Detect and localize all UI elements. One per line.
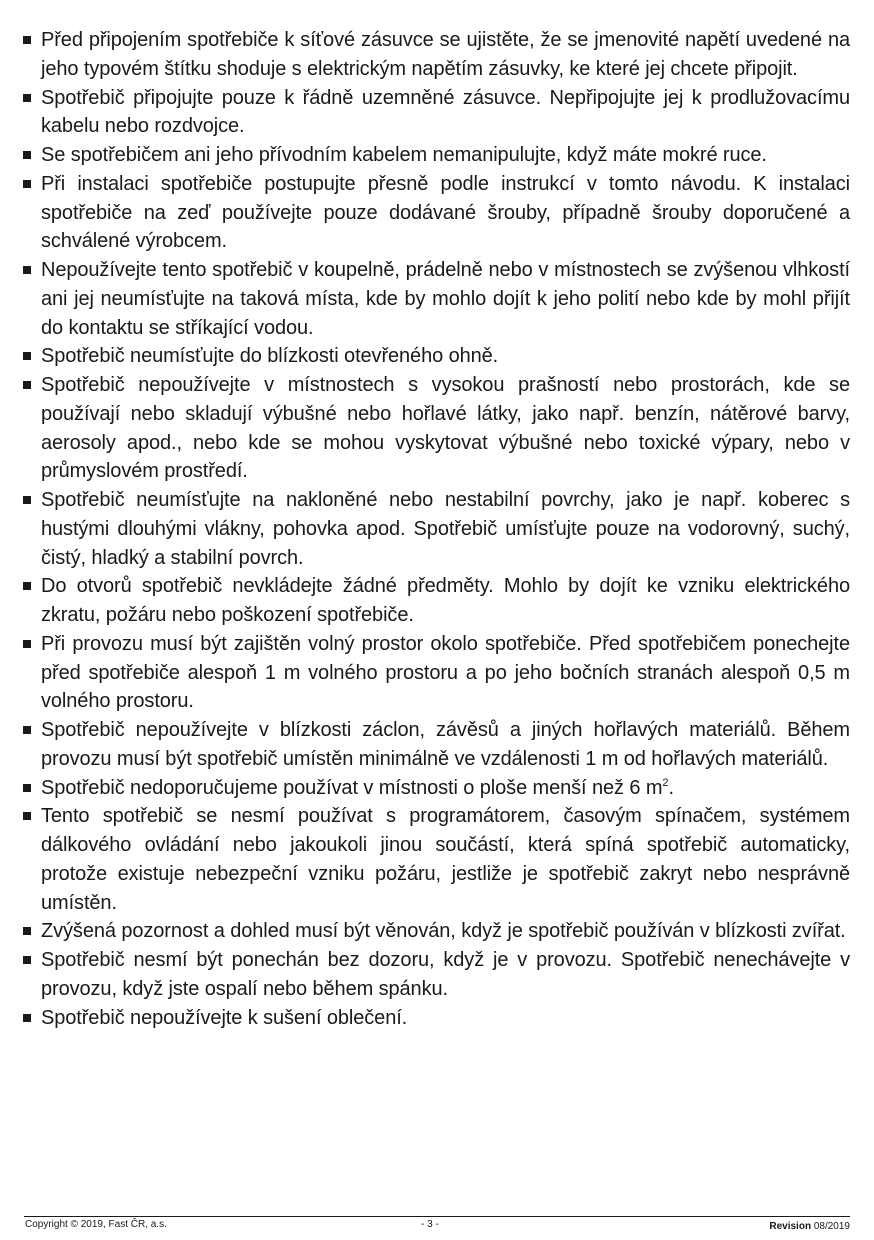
list-item-text: Spotřebič nesmí být ponechán bez dozoru, když je v provozu. Spotřebič nenechávejte v provozu, když jste ospalí nebo během spánku. xyxy=(41,949,850,1000)
list-item xyxy=(20,170,850,256)
list-item xyxy=(20,342,850,371)
list-item-text: Při instalaci spotřebiče postupujte přesně podle instrukcí v tomto návodu. K instalaci spotřebiče na zeď používejte pouze dodávané šrouby, případně šrouby doporučené a schválené výrobcem. xyxy=(41,172,850,253)
list-item-text xyxy=(41,777,674,799)
page-footer xyxy=(24,1219,850,1237)
square-bullet-icon xyxy=(23,180,31,188)
safety-instructions-list xyxy=(20,26,850,1032)
page-number: - 3 - xyxy=(421,1219,439,1230)
list-item-text: Do otvorů spotřebič nevkládejte žádné předměty. Mohlo by dojít ke vzniku elektrického zkratu, požáru nebo poškození spotřebiče. xyxy=(41,575,850,626)
square-bullet-icon xyxy=(23,151,31,159)
list-item xyxy=(20,774,850,803)
list-item xyxy=(20,716,850,774)
square-bullet-icon xyxy=(23,266,31,274)
list-item xyxy=(20,917,850,946)
square-bullet-icon xyxy=(23,956,31,964)
list-item xyxy=(20,946,850,1004)
list-item-text: Spotřebič nepoužívejte k sušení oblečení. xyxy=(41,1006,408,1029)
list-item-text: Spotřebič nepoužívejte v místnostech s vysokou prašností nebo prostorách, kde se používají nebo skladují výbušné nebo hořlavé látky, jako např. benzín, nátěrové barvy, aerosoly apod., nebo kde se mohou vyskytovat výbušné nebo toxické výpary, nebo v průmyslovém prostředí. xyxy=(41,374,850,483)
list-item-text: Spotřebič připojujte pouze k řádně uzemněné zásuvce. Nepřipojujte jej k prodlužovacímu kabelu nebo rozdvojce. xyxy=(41,86,850,138)
revision-label: Revision xyxy=(769,1221,812,1232)
revision-date: 08/2019 xyxy=(813,1221,850,1232)
square-bullet-icon xyxy=(23,94,31,102)
list-item-text-main: Spotřebič nedoporučujeme používat v místnosti o ploše menší než 6 m xyxy=(41,776,663,799)
list-item-text: Před připojením spotřebiče k síťové zásuvce se ujistěte, že se jmenovité napětí uvedené na jeho typovém štítku shoduje s elektrickým napětím zásuvky, ke které jej chcete připojit. xyxy=(41,29,850,80)
square-bullet-icon xyxy=(23,352,31,360)
square-bullet-icon xyxy=(23,496,31,504)
list-item-text: Tento spotřebič se nesmí používat s programátorem, časovým spínačem, systémem dálkového ovládání nebo jakoukoli jinou součástí, která spíná spotřebič automaticky, protože existuje nebezpeční vzniku požáru, jestliže je spotřebič zakryt nebo nesprávně umístěn. xyxy=(41,805,850,914)
square-bullet-icon xyxy=(23,784,31,792)
footer-divider xyxy=(24,1216,850,1217)
list-item xyxy=(20,630,850,716)
square-bullet-icon xyxy=(23,726,31,734)
square-bullet-icon xyxy=(23,927,31,935)
list-item xyxy=(20,26,850,84)
list-item xyxy=(20,141,850,170)
list-item-text: Nepoužívejte tento spotřebič v koupelně, prádelně nebo v místnostech se zvýšenou vlhkostí ani jej neumísťujte na taková místa, kde by mohlo dojít k jeho polití nebo kde by mohl přijít do kontaktu se stříkající vodou. xyxy=(41,259,850,339)
list-item xyxy=(20,371,850,486)
sentence-period: . xyxy=(668,776,674,799)
square-bullet-icon xyxy=(23,640,31,648)
square-bullet-icon xyxy=(23,582,31,590)
square-bullet-icon xyxy=(23,1014,31,1022)
list-item-text: Zvýšená pozornost a dohled musí být věnován, když je spotřebič používán v blízkosti zvířat. xyxy=(41,920,846,943)
list-item xyxy=(20,1004,850,1033)
list-item xyxy=(20,802,850,917)
square-bullet-icon xyxy=(23,36,31,44)
revision-info xyxy=(769,1221,850,1232)
list-item-text: Se spotřebičem ani jeho přívodním kabelem nemanipulujte, když máte mokré ruce. xyxy=(41,144,767,166)
square-bullet-icon xyxy=(23,812,31,820)
list-item-text: Spotřebič neumísťujte do blízkosti otevřeného ohně. xyxy=(41,345,499,368)
list-item xyxy=(20,84,850,142)
list-item-text: Při provozu musí být zajištěn volný prostor okolo spotřebiče. Před spotřebičem ponechejte před spotřebiče alespoň 1 m volného prostoru a po jeho bočních stranách alespoň 0,5 m volného prostoru. xyxy=(41,632,850,713)
list-item xyxy=(20,256,850,342)
list-item-text: Spotřebič neumísťujte na nakloněné nebo nestabilní povrchy, jako je např. koberec s hustými dlouhými vlákny, pohovka apod. Spotřebič umísťujte pouze na vodorovný, suchý, čistý, hladký a stabilní povrch. xyxy=(41,489,850,569)
list-item xyxy=(20,572,850,630)
copyright-notice: Copyright © 2019, Fast ČR, a.s. xyxy=(25,1219,167,1230)
list-item xyxy=(20,486,850,572)
list-item-text: Spotřebič nepoužívejte v blízkosti záclon, závěsů a jiných hořlavých materiálů. Během provozu musí být spotřebič umístěn minimálně ve vzdálenosti 1 m od hořlavých materiálů. xyxy=(41,719,850,770)
square-bullet-icon xyxy=(23,381,31,389)
area-unit-superscript: 2 xyxy=(662,776,669,789)
